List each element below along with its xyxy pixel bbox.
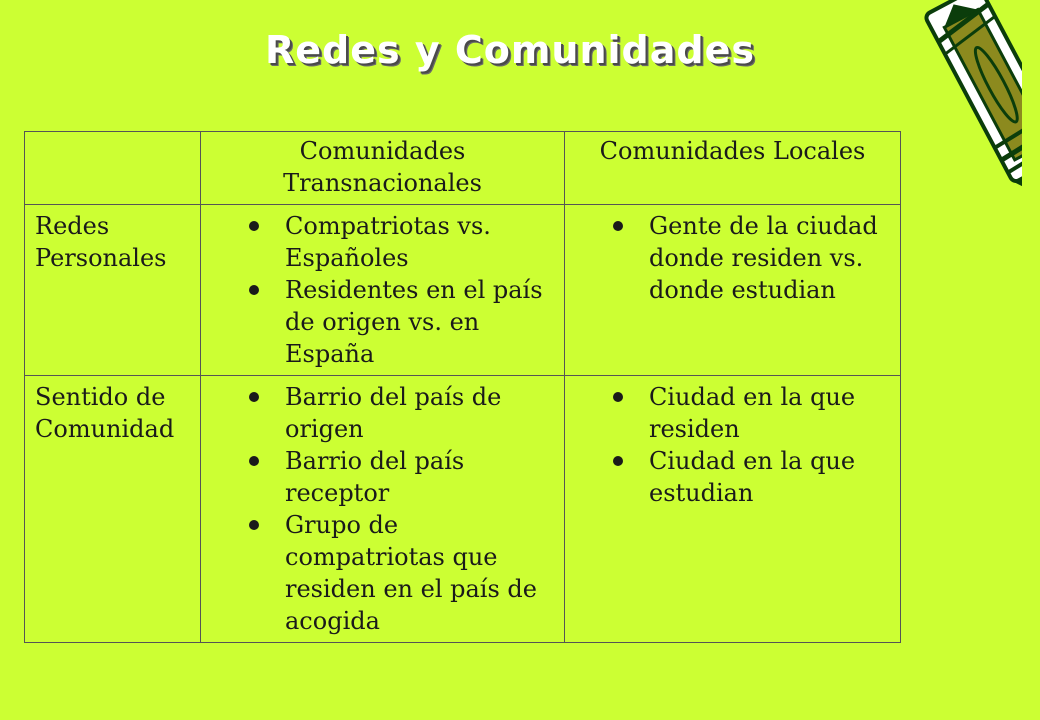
list-item: Grupo de compatriotas que residen en el país de acogida xyxy=(211,509,554,637)
table-row-sentido-comunidad xyxy=(25,376,901,643)
bullet-list xyxy=(575,210,890,306)
page-title: Redes y Comunidades xyxy=(264,28,755,72)
header-cell-empty xyxy=(25,132,201,205)
list-item: Gente de la ciudad donde residen vs. donde estudian xyxy=(575,210,890,306)
cell-locales xyxy=(565,376,901,643)
communities-table xyxy=(24,131,901,643)
list-item: Barrio del país de origen xyxy=(211,381,554,445)
table-header-row xyxy=(25,132,901,205)
header-transnacionales: Comunidades Transnacionales xyxy=(201,132,565,205)
bullet-list xyxy=(211,210,554,370)
list-item: Residentes en el país de origen vs. en España xyxy=(211,274,554,370)
cell-transnacionales xyxy=(201,376,565,643)
table-row-redes-personales xyxy=(25,205,901,376)
row-label: Redes Personales xyxy=(25,205,201,376)
list-item: Barrio del país receptor xyxy=(211,445,554,509)
list-item: Ciudad en la que estudian xyxy=(575,445,890,509)
list-item: Compatriotas vs. Españoles xyxy=(211,210,554,274)
list-item: Ciudad en la que residen xyxy=(575,381,890,445)
bullet-list xyxy=(575,381,890,509)
header-locales: Comunidades Locales xyxy=(565,132,901,205)
cell-locales xyxy=(565,205,901,376)
cell-transnacionales xyxy=(201,205,565,376)
row-label: Sentido de Comunidad xyxy=(25,376,201,643)
bullet-list xyxy=(211,381,554,637)
